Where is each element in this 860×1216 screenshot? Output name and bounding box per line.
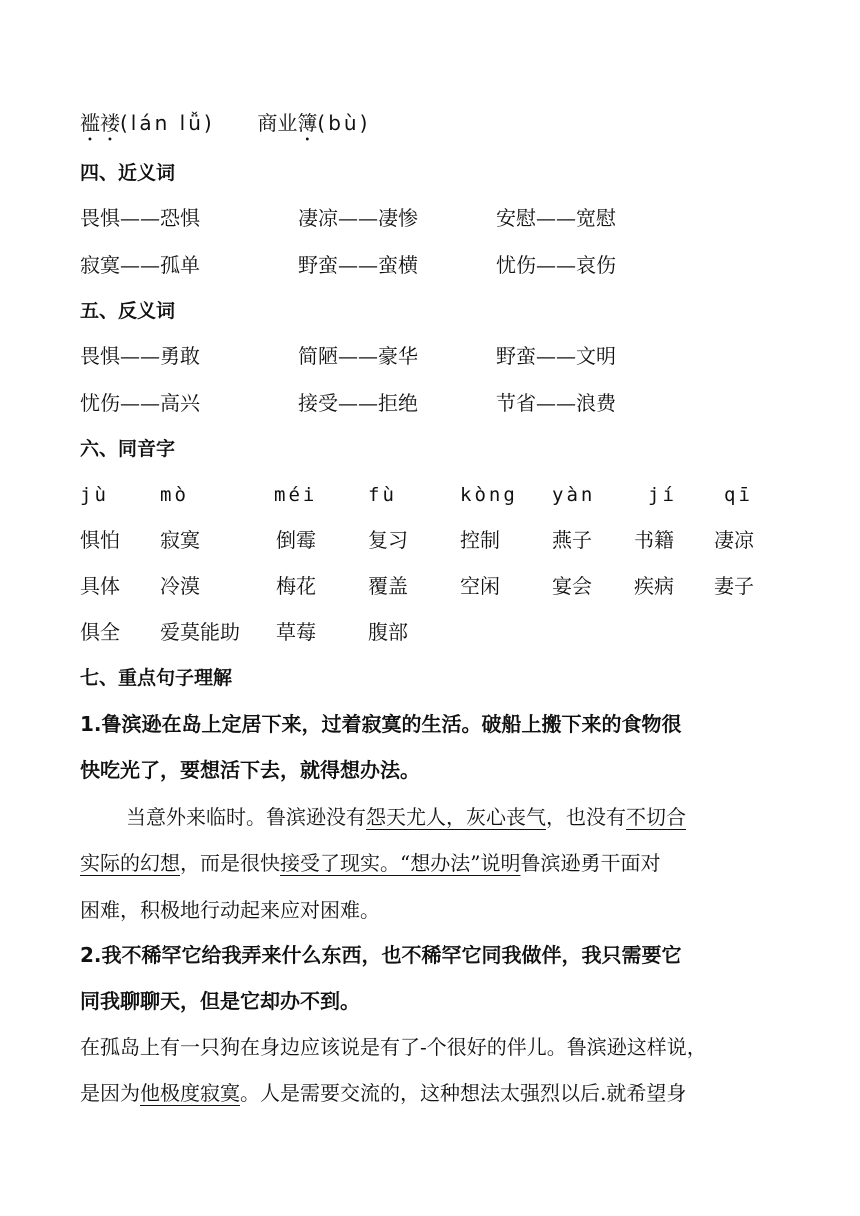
underlined-phrase: 接受了现实。“想办法”说明 (280, 851, 521, 875)
answer-text: 鲁滨逊勇干面对 (520, 851, 661, 875)
section-heading-homophones: 六、同音字 (80, 438, 176, 460)
underlined-phrase: 不切合 (626, 805, 686, 829)
antonym-pair: 接受——拒绝 (298, 391, 418, 415)
answer-text: 是因为 (80, 1081, 140, 1105)
answer-1-line-1 (126, 804, 686, 830)
pinyin-lanlv: (lán lǚ) (120, 111, 215, 135)
pinyin-label: kòng (460, 484, 518, 506)
homophone-word: 俱全 (80, 620, 120, 644)
pinyin-bu: (bù) (317, 111, 371, 135)
synonym-pair: 忧伤——哀伤 (496, 253, 616, 277)
homophone-word: 具体 (80, 574, 120, 598)
antonym-pair: 野蛮——文明 (496, 344, 616, 368)
answer-text: 当意外来临时。鲁滨逊没有 (126, 805, 366, 829)
answer-text: ，也没有 (546, 805, 626, 829)
homophone-word: 疾病 (634, 574, 674, 598)
pinyin-label: fù (368, 484, 397, 506)
underlined-phrase: 他极度寂寞 (140, 1081, 240, 1105)
homophone-word: 腹部 (368, 620, 408, 644)
homophone-word: 复习 (368, 528, 408, 552)
pinyin-label: qī (724, 484, 753, 506)
antonym-pair: 忧伤——高兴 (80, 391, 200, 415)
section-heading-antonyms: 五、反义词 (80, 300, 176, 322)
pinyin-label: mò (160, 484, 189, 506)
section-heading-synonyms: 四、近义词 (80, 162, 176, 184)
synonym-pair: 安慰——宽慰 (496, 206, 616, 230)
answer-2-line-2 (80, 1080, 686, 1106)
question-1-line-2: 快吃光了，要想活下去，就得想办法。 (80, 758, 420, 782)
question-2-line-2: 同我聊聊天，但是它却办不到。 (80, 989, 360, 1013)
antonym-pair: 畏惧——勇敢 (80, 344, 200, 368)
question-2-line-1: 2.我不稀罕它给我弄来什么东西，也不稀罕它同我做伴，我只需要它 (80, 943, 682, 967)
homophone-word: 妻子 (714, 574, 754, 598)
section-heading-key-sentences: 七、重点句子理解 (80, 667, 233, 689)
word-bu-dotted: 簿 (297, 111, 318, 135)
homophone-word: 草莓 (276, 620, 316, 644)
question-1-line-1: 1.鲁滨逊在岛上定居下来，过着寂寞的生活。破船上搬下来的食物很 (80, 712, 682, 736)
antonym-pair: 节省——浪费 (496, 391, 616, 415)
pinyin-label: yàn (552, 484, 596, 506)
homophone-word: 倒霉 (276, 528, 316, 552)
homophone-word: 书籍 (634, 528, 674, 552)
homophone-word: 凄凉 (714, 528, 754, 552)
word-shangye: 商业 (257, 111, 298, 135)
pinyin-label: jí (648, 484, 677, 506)
antonym-pair: 简陋——豪华 (298, 344, 418, 368)
synonym-pair: 寂寞——孤单 (80, 253, 200, 277)
homophone-word: 覆盖 (368, 574, 408, 598)
answer-1-line-2 (80, 850, 660, 876)
synonym-pair: 凄凉——凄惨 (298, 206, 418, 230)
homophone-word: 冷漠 (160, 574, 200, 598)
homophone-word: 控制 (460, 528, 500, 552)
synonym-pair: 野蛮——蛮横 (298, 253, 418, 277)
homophone-word: 梅花 (276, 574, 316, 598)
underlined-phrase: 怨天尤人，灰心丧气 (366, 805, 546, 829)
homophone-word: 空闲 (460, 574, 500, 598)
pronunciation-row (80, 110, 370, 146)
pinyin-label: méi (274, 484, 318, 506)
homophone-word: 燕子 (552, 528, 592, 552)
answer-2-line-1: 在孤岛上有一只狗在身边应该说是有了-个很好的伴儿。鲁滨逊这样说， (80, 1035, 707, 1059)
synonym-pair: 畏惧——恐惧 (80, 206, 200, 230)
answer-text: 。人是需要交流的，这种想法太强烈以后.就希望身 (240, 1081, 687, 1105)
homophone-word: 寂寞 (160, 528, 200, 552)
homophone-word: 宴会 (552, 574, 592, 598)
answer-text: ，而是很快 (180, 851, 280, 875)
word-lanlv: 褴褛 (80, 111, 120, 135)
answer-1-line-3: 困难，积极地行动起来应对困难。 (80, 898, 380, 922)
homophone-word: 惧怕 (80, 528, 120, 552)
pinyin-label: jù (80, 484, 109, 506)
homophone-word: 爱莫能助 (160, 620, 240, 644)
underlined-phrase: 实际的幻想 (80, 851, 180, 875)
